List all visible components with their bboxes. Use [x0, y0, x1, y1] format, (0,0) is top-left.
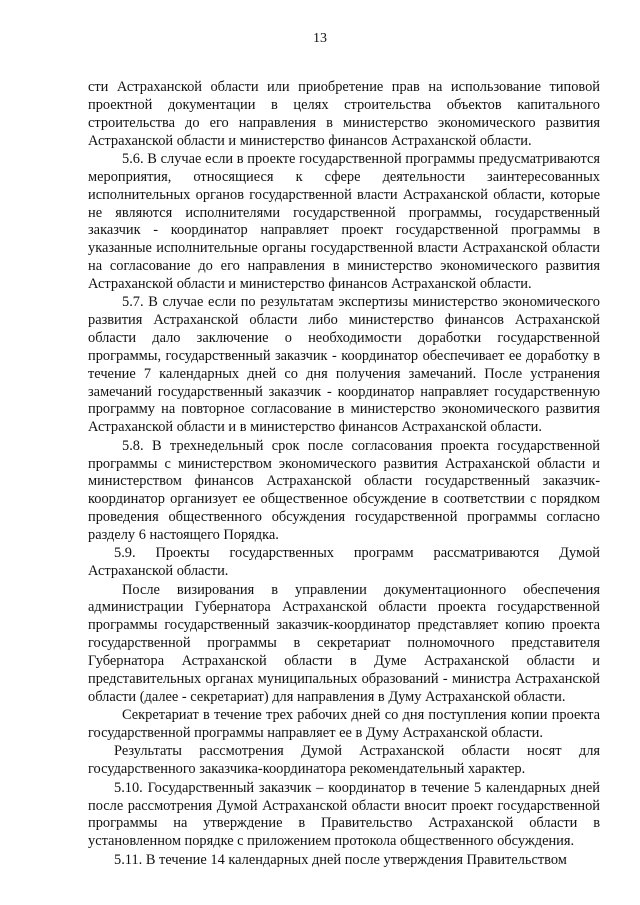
paragraph-continuation: сти Астраханской области или приобретение прав на использование типовой проектной документации в целях строительства объектов капитального строительства до его направления в министерство экономического развития Астраханской области и министерство финансов Астраханской области. — [88, 79, 600, 149]
document-body — [88, 79, 600, 870]
paragraph-5-9: 5.9. Проекты государственных программ рассматриваются Думой Астраханской области. — [88, 545, 600, 580]
paragraph-5-8: 5.8. В трехнедельный срок после согласования проекта государственной программы с министерством экономического развития Астраханской области и министерством финансов Астраханской области государственный заказчик-координатор организует ее общественное обсуждение в соответствии с порядком проведения общественного обсуждения государственной программы согласно разделу 6 настоящего Порядка. — [88, 437, 600, 543]
paragraph-5-11: 5.11. В течение 14 календарных дней после утверждения Правительством — [114, 851, 567, 868]
paragraph-rezultaty: Результаты рассмотрения Думой Астраханской области носят для государственного заказчика-координатора рекомендательный характер. — [88, 743, 600, 778]
paragraph-5-7: 5.7. В случае если по результатам экспертизы министерство экономического развития Астраханской области либо министерство финансов Астраханской области дало заключение о необходимости доработки государственной программы, государственный заказчик - координатор обеспечивает ее доработку в течение 7 календарных дней со дня получения замечаний. После устранения замечаний государственный заказчик - координатор направляет государственную программу на повторное согласование в министерство экономического развития Астраханской области и в министерство финансов Астраханской области. — [88, 294, 600, 436]
paragraph-5-10: 5.10. Государственный заказчик – координатор в течение 5 календарных дней после рассмотрения Думой Астраханской области вносит проект государственной программы на утверждение в Правительство Астраханской области в установленном порядке с приложением протокола общественного обсуждения. — [88, 779, 600, 850]
page-number: 13 — [313, 31, 327, 46]
paragraph-vizirovanie: После визирования в управлении документационного обеспечения администрации Губернатора Астраханской области проекта государственной программы государственный заказчик-координатор представляет копию проекта государственной программы в секретариат полномочного представителя Губернатора Астраханской области в Думе Астраханской области и представительных органах муниципальных образований - министра Астраханской области (далее - секретариат) для направления в Думу Астраханской области. — [88, 581, 600, 705]
paragraph-5-6: 5.6. В случае если в проекте государственной программы предусматриваются мероприятия, относящиеся к сфере деятельности заинтересованных исполнительных органов государственной власти Астраханской области, которые не являются исполнителями государственной программы, государственный заказчик - координатор направляет проект государственной программы в указанные исполнительные органы государственной власти Астраханской области на согласование до его направления в министерство экономического развития Астраханской области и министерство финансов Астраханской области. — [88, 150, 600, 292]
paragraph-sekretariat: Секретариат в течение трех рабочих дней со дня поступления копии проекта государственной программы направляет ее в Думу Астраханской области. — [88, 707, 600, 741]
